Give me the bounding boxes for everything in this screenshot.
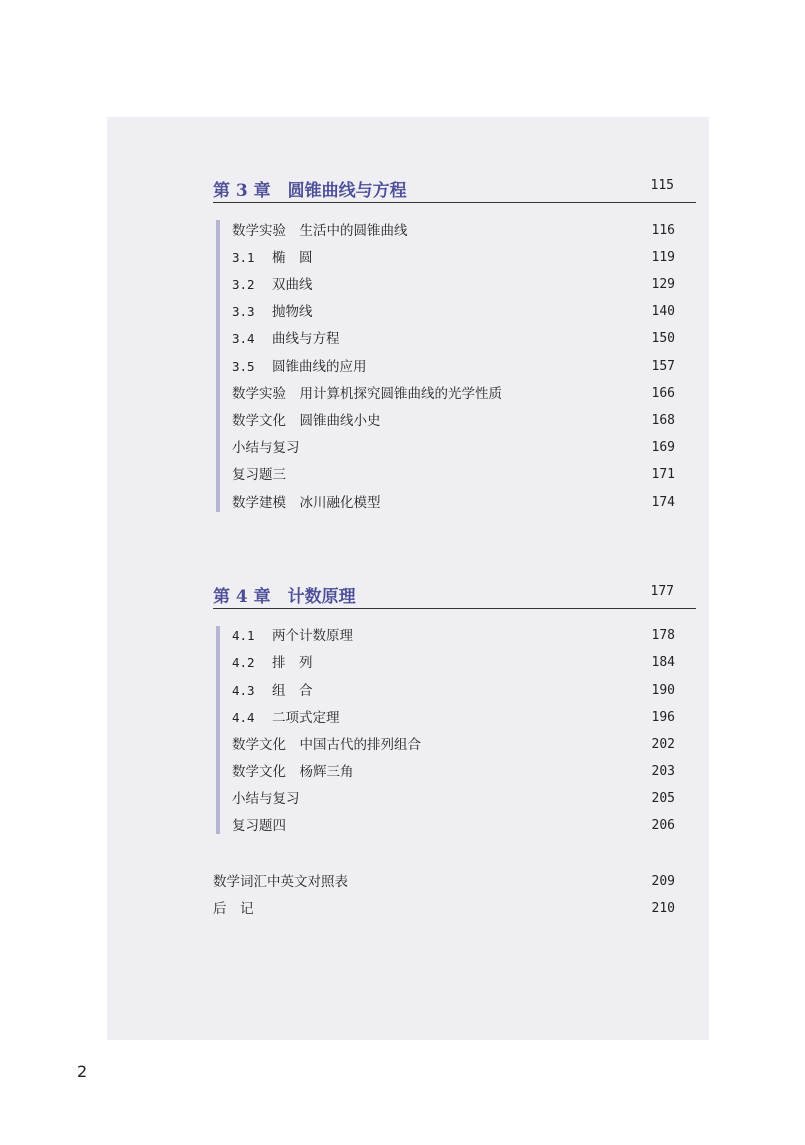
chapter-4-bar (216, 626, 220, 834)
entry-label: 小结与复习 (232, 440, 300, 456)
toc-entry[interactable] (232, 709, 340, 727)
toc-entry[interactable] (232, 494, 381, 512)
entry-number: 3.1 (232, 250, 255, 265)
toc-entry[interactable] (232, 276, 313, 294)
entry-number: 4.2 (232, 655, 255, 670)
toc-panel (107, 117, 709, 1040)
entry-label: 数学建模 冰川融化模型 (232, 495, 381, 511)
toc-entry[interactable] (232, 439, 300, 457)
entry-page: 157 (651, 359, 675, 374)
entry-page: 203 (651, 764, 675, 779)
chapter-3-bar (216, 220, 220, 512)
entry-label: 数学实验 用计算机探究圆锥曲线的光学性质 (232, 386, 502, 402)
toc-entry[interactable] (232, 222, 408, 240)
entry-label: 数学文化 中国古代的排列组合 (232, 737, 421, 753)
toc-entry[interactable] (232, 627, 353, 645)
entry-label: 数学实验 生活中的圆锥曲线 (232, 223, 408, 239)
entry-page: 196 (651, 710, 675, 725)
entry-page: 206 (651, 818, 675, 833)
appendix-entry[interactable] (213, 900, 254, 918)
entry-number: 4.4 (232, 710, 255, 725)
toc-entry[interactable] (232, 303, 313, 321)
toc-entry[interactable] (232, 358, 367, 376)
page-number: 2 (77, 1062, 88, 1081)
entry-label: 数学文化 杨辉三角 (232, 764, 354, 780)
entry-page: 190 (651, 683, 675, 698)
toc-entry[interactable] (232, 385, 502, 403)
entry-label: 抛物线 (272, 304, 313, 320)
entry-page: 169 (651, 440, 675, 455)
entry-page: 174 (651, 495, 675, 510)
entry-page: 150 (651, 331, 675, 346)
toc-entry[interactable] (232, 466, 286, 484)
entry-number: 3.4 (232, 331, 255, 346)
entry-page: 205 (651, 791, 675, 806)
entry-label: 复习题四 (232, 818, 286, 834)
entry-label: 曲线与方程 (272, 331, 340, 347)
entry-page: 166 (651, 386, 675, 401)
entry-number: 4.3 (232, 683, 255, 698)
toc-entry[interactable] (232, 736, 421, 754)
entry-page: 140 (651, 304, 675, 319)
entry-label: 组 合 (272, 683, 313, 699)
toc-entry[interactable] (232, 654, 313, 672)
entry-number: 3.2 (232, 277, 255, 292)
entry-page: 119 (651, 250, 675, 265)
entry-page: 168 (651, 413, 675, 428)
entry-label: 双曲线 (272, 277, 313, 293)
chapter-4-heading (213, 586, 696, 609)
entry-label: 数学文化 圆锥曲线小史 (232, 413, 381, 429)
chapter-title: 第 3 章 圆锥曲线与方程 (213, 181, 407, 201)
chapter-title: 第 4 章 计数原理 (213, 587, 356, 607)
appendix-entry[interactable] (213, 873, 348, 891)
entry-number: 3.5 (232, 359, 255, 374)
entry-page: 209 (651, 874, 675, 889)
entry-page: 184 (651, 655, 675, 670)
entry-label: 圆锥曲线的应用 (272, 359, 367, 375)
entry-page: 116 (651, 223, 675, 238)
entry-number: 4.1 (232, 628, 255, 643)
chapter-page: 177 (650, 584, 674, 599)
entry-number: 3.3 (232, 304, 255, 319)
entry-label: 后 记 (213, 901, 254, 917)
entry-label: 数学词汇中英文对照表 (213, 874, 348, 890)
entry-label: 排 列 (272, 655, 313, 671)
toc-entry[interactable] (232, 790, 300, 808)
entry-label: 两个计数原理 (272, 628, 353, 644)
entry-label: 椭 圆 (272, 250, 313, 266)
entry-page: 178 (651, 628, 675, 643)
toc-entry[interactable] (232, 682, 313, 700)
toc-entry[interactable] (232, 763, 354, 781)
entry-page: 171 (651, 467, 675, 482)
entry-page: 210 (651, 901, 675, 916)
chapter-3-heading (213, 180, 696, 203)
entry-label: 复习题三 (232, 467, 286, 483)
chapter-page: 115 (650, 178, 674, 193)
toc-entry[interactable] (232, 817, 286, 835)
entry-page: 129 (651, 277, 675, 292)
entry-label: 二项式定理 (272, 710, 340, 726)
entry-label: 小结与复习 (232, 791, 300, 807)
toc-entry[interactable] (232, 249, 313, 267)
toc-entry[interactable] (232, 330, 340, 348)
entry-page: 202 (651, 737, 675, 752)
toc-entry[interactable] (232, 412, 381, 430)
